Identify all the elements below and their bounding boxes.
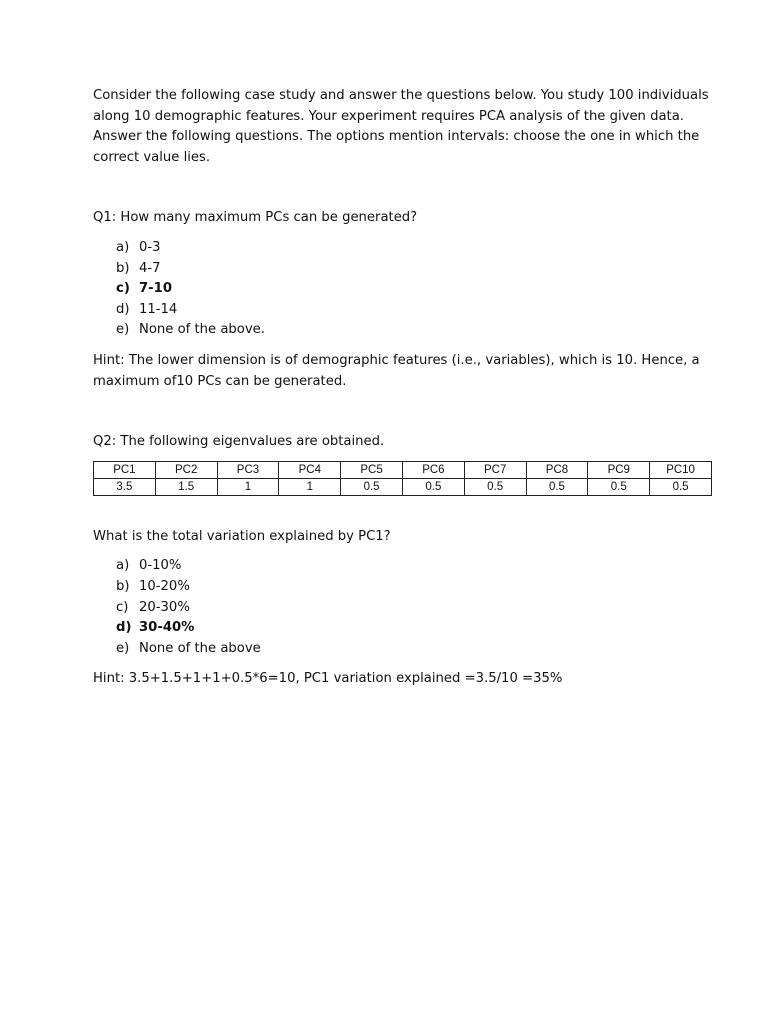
q2-option-e — [116, 639, 715, 660]
table-value-row — [94, 478, 712, 495]
q1-option-b — [116, 259, 715, 280]
q2-subquestion: What is the total variation explained by PC1? — [93, 528, 391, 544]
option-letter: b) — [116, 260, 130, 276]
table-header-cell: PC6 — [402, 461, 464, 478]
table-header-cell: PC10 — [650, 461, 712, 478]
q2-question: Q2: The following eigenvalues are obtained. — [93, 434, 385, 450]
document-page — [93, 86, 715, 690]
option-letter: a) — [116, 239, 130, 255]
eigenvalue-table — [93, 461, 712, 496]
q1-hint: Hint: The lower dimension is of demographic features (i.e., variables), which is 10. Hence, a maximum of10 PCs can be generated. — [93, 352, 700, 389]
q2-option-c — [116, 598, 715, 619]
q1-option-c — [116, 279, 715, 300]
q2-option-b — [116, 577, 715, 598]
q1-question: Q1: How many maximum PCs can be generated? — [93, 210, 418, 226]
table-header-cell: PC5 — [341, 461, 403, 478]
option-text: 10-20% — [139, 578, 190, 594]
option-text: 0-3 — [139, 239, 161, 255]
table-value-cell: 1.5 — [155, 478, 217, 495]
table-value-cell: 0.5 — [650, 478, 712, 495]
q1-option-d — [116, 300, 715, 321]
table-value-cell: 0.5 — [588, 478, 650, 495]
option-text: 20-30% — [139, 599, 190, 615]
table-header-cell: PC4 — [279, 461, 341, 478]
table-header-cell: PC9 — [588, 461, 650, 478]
option-text: 4-7 — [139, 260, 161, 276]
option-text: 11-14 — [139, 301, 178, 317]
q2-options — [93, 556, 715, 659]
option-letter: e) — [116, 322, 130, 338]
option-text: 30-40% — [139, 620, 195, 636]
table-value-cell: 0.5 — [341, 478, 403, 495]
table-header-cell: PC7 — [464, 461, 526, 478]
table-value-cell: 1 — [217, 478, 279, 495]
table-header-cell: PC8 — [526, 461, 588, 478]
table-value-cell: 3.5 — [94, 478, 156, 495]
table-value-cell: 0.5 — [526, 478, 588, 495]
option-letter: d) — [116, 620, 132, 636]
q2-hint: Hint: 3.5+1.5+1+1+0.5*6=10, PC1 variation explained =3.5/10 =35% — [93, 671, 563, 687]
q1-options — [93, 238, 715, 341]
table-header-cell: PC2 — [155, 461, 217, 478]
option-letter: a) — [116, 558, 130, 574]
table-header-cell: PC3 — [217, 461, 279, 478]
option-text: 0-10% — [139, 558, 182, 574]
option-text: 7-10 — [139, 281, 173, 297]
table-header-cell: PC1 — [94, 461, 156, 478]
option-text: None of the above. — [139, 322, 265, 338]
q1-option-e — [116, 320, 715, 341]
table-value-cell: 0.5 — [402, 478, 464, 495]
option-text: None of the above — [139, 640, 261, 656]
table-value-cell: 1 — [279, 478, 341, 495]
table-header-row — [94, 461, 712, 478]
option-letter: c) — [116, 599, 129, 615]
option-letter: d) — [116, 301, 130, 317]
q1-option-a — [116, 238, 715, 259]
option-letter: c) — [116, 281, 130, 297]
option-letter: e) — [116, 640, 130, 656]
q2-option-a — [116, 556, 715, 577]
q2-option-d — [116, 618, 715, 639]
table-value-cell: 0.5 — [464, 478, 526, 495]
intro-paragraph: Consider the following case study and answer the questions below. You study 100 individuals along 10 demographic features. Your experiment requires PCA analysis of the given data. Answer the following questions. The options mention intervals: choose the one in which the correct value lies. — [93, 88, 709, 165]
option-letter: b) — [116, 578, 130, 594]
